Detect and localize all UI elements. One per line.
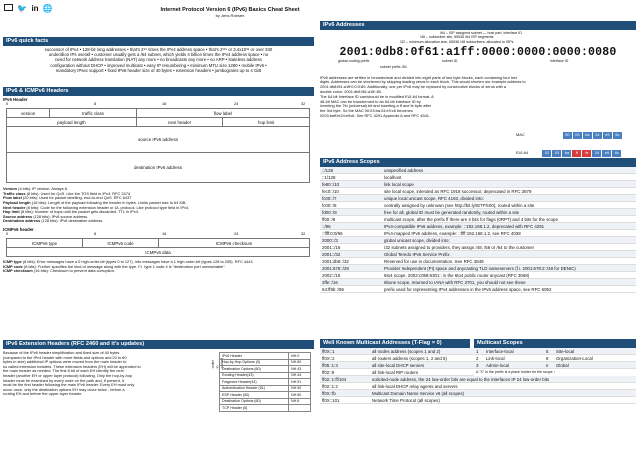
scope-row-cell: fc00::/8 <box>320 202 382 209</box>
field-desc: ICMP checksum (16 bits): Checksum to prevent data corruption. <box>3 268 115 274</box>
multicast-header: Well Known Multicast Addresses (T-Flag = 0) <box>320 339 470 348</box>
scope-row-cell: fc00::/7 <box>320 195 382 202</box>
page-author: by Jens Roesen <box>215 13 245 18</box>
headers-header: IPv6 & ICMPv6 Headers <box>3 87 314 96</box>
field-desc: Source address (128 bits): IPv6 source address. <box>3 213 89 219</box>
scope-row <box>320 181 636 188</box>
field-payload-length: payload length <box>7 118 137 127</box>
field-source-address: source IPv6 address <box>7 127 310 153</box>
eui-byte: fe <box>582 150 591 157</box>
mscope-row-cell: Organization-Local <box>554 355 636 362</box>
mscope-row <box>474 355 636 362</box>
mac-byte: 03 <box>573 132 582 139</box>
scope-row-cell: ff00::/8 <box>320 216 382 223</box>
scope-row-cell: ::ffff:0:0/96 <box>320 230 382 237</box>
scale-tick: 24 <box>234 101 239 107</box>
multicast-row-cell: solicited-node address, the 24 low-order bits are equal to the interfaces IP 24 low-order bits <box>370 376 636 383</box>
ext-header: IPv6 Extension Headers (RFC 2460 and it's updates) <box>3 340 314 349</box>
ext-header-list: IPv6 Header NH 0 Hop-by-Hop Options (0) NH 60 Destination Options (60) NH 43 Routing Header(43) NH 44 Fragment Header(44) NH 51 Authentication Header (51) NH 50 ESP Header (50) NH 60 Destination Options (60) NH 6 TCP Header (6) <box>219 352 311 412</box>
scopes-header: IPv6 Address Scopes <box>320 158 636 167</box>
field-version: version <box>7 109 50 118</box>
field-desc: ICMP type (8 bits): Error messages have a 0 high-order-bit (types 0 to 127), info messages have a 1 high-order-bit (types 128 to 255). RFC 4443 <box>3 259 253 265</box>
mscope-row-cell: 5 <box>544 348 554 355</box>
mac-row: MAC 00 03 ba 24 e9 6c <box>516 123 623 141</box>
icmp-bit-scale: 0 8 16 24 32 <box>6 231 306 237</box>
scope-row-cell: centrally assigned by unknown (see http://bit.ly/IETFfc00), routed within a site <box>382 202 636 209</box>
mac-byte: 00 <box>563 132 572 139</box>
quickfacts-line: mandatory IPsec support • fixed IPv6 header size of 40 bytes • extension headers • jumbograms up to 4 GiB <box>55 67 262 73</box>
field-flow-label: flow label <box>136 109 309 118</box>
scope-row-cell: /32 subnets assigned to providers, they assign /48, /56 or /64 to the customer <box>382 244 636 251</box>
scope-row <box>320 279 636 286</box>
scope-row <box>320 258 636 265</box>
scope-row-cell: IPv4-mapped IPv6 address, example: ::ffff:192.168.1.2, see RFC 4038 <box>382 230 636 237</box>
eui64-row: EUI-64 02 03 ba ff fe 24 e9 6c <box>516 141 622 159</box>
multicast-row-cell: all routers address (scopes 1, 2 and 5) <box>370 355 636 362</box>
linkedin-icon[interactable]: in <box>31 4 39 13</box>
scope-row-cell: prefix used for representing IPv4 addresses in the IPv6 address space, see RFC 6052 <box>382 286 636 293</box>
icmp-header-diagram <box>6 238 310 257</box>
ipv6-header-diagram <box>6 108 310 183</box>
ipv6-field-list <box>3 187 314 224</box>
multicast-row-cell: ff0X::2 <box>320 355 370 362</box>
scope-row-cell: free for all, global ID must be generated randomly, routed within a site <box>382 209 636 216</box>
field-traffic-class: traffic class <box>50 109 137 118</box>
mscope-row-cell: e <box>544 362 554 369</box>
scope-row-cell: site local scope, intended as RFC 1918 successor, deprecated in RFC 3879 <box>382 188 636 195</box>
mac-byte: 6c <box>613 132 622 139</box>
scope-row-cell: fd00::/8 <box>320 209 382 216</box>
scope-row-cell: ::/96 <box>320 223 382 230</box>
ext-entry: IPv6 Header <box>220 353 289 360</box>
scope-row <box>320 195 636 202</box>
scope-row-cell: fec0::/10 <box>320 188 382 195</box>
field-icmp-data: ICMPv6 data <box>7 248 310 257</box>
mscope-row-cell: 1 <box>474 348 484 355</box>
quickfacts-body <box>3 46 314 73</box>
field-desc: Version (4 bits): IP version. Always 6. <box>3 186 69 192</box>
scope-row-cell: link local scope <box>382 181 636 188</box>
scope-row-cell: 2001:678::/29 <box>320 265 382 272</box>
mscope-row-cell: Global <box>554 362 636 369</box>
ext-entry: Hop-by-Hop Options (0) <box>220 359 289 366</box>
headers-section <box>3 87 314 274</box>
field-desc: Flow label (20 bits): Used for packet labelling, end-to-end QoS. RFC 6437 <box>3 195 132 201</box>
scope-row-cell: unique local unicast scope, RFC 4193, divided into: <box>382 195 636 202</box>
scopes-table <box>320 167 636 293</box>
scope-row <box>320 251 636 258</box>
ext-entry: Destination Options (60) <box>220 366 289 373</box>
addresses-paragraph: IPv6 addresses are written in hexadecimal and divided into eight parts of two byte blocks, each containing four hex digits. Addresses can be shortened by skipping leading zeros in each block. This would shorten our example address to 2001:db8:f61:a1ff:0:0:0:80. Additionally, one per IPv6 may be replaced by consecutive blocks of zeros with a double colon: 2001:db8:f61:a1ff::80. <box>320 74 526 94</box>
multicast-row-cell: ff05::1:3 <box>320 362 370 369</box>
multicast-row-cell: all link-local RIP routers <box>370 369 636 376</box>
scope-row-cell: ::/128 <box>320 167 382 174</box>
multicast-row <box>320 390 636 397</box>
scope-row-cell: 2001:db8::/32 <box>320 258 382 265</box>
multicast-row-cell: ff02::9 <box>320 369 370 376</box>
address-labels: global routing prefix subnet ID interface ID <box>338 59 569 64</box>
eui-byte: ba <box>562 150 571 157</box>
mail-icon[interactable] <box>4 4 13 11</box>
eui-byte: 03 <box>552 150 561 157</box>
multicast-row-cell: all nodes address (scopes 1 and 2) <box>370 348 636 355</box>
scale-tick: 0 <box>6 101 9 107</box>
mscopes-section <box>474 339 636 376</box>
scope-row-cell: ::1/128 <box>320 174 382 181</box>
ext-text: Because of the IPv6 header simplification and fixed size of 40 bytes (compared to the IPv4 header with more fields and options and 20 to 60 bytes in size) additional IP options were moved from the main header to so called extension headers. These extension headers (EH) will be appended to the main header as needed. The first 8 bit of each EH identify the next header (another EH or upper layer protocol) following. Only the hop-by-hop header must be examined by every node on the path and, if present, it must be the first header following the main IPv6 header. Every EH must only occur once, only the destination options EH may occur twice - before a routing EH and before the upper layer header. <box>3 350 141 397</box>
eui64-text: The 64-bit Interface ID can/should be in modified EUI-64 format. A 48-bit MAC can be transformed to an 64-bit interface ID by inverting the 7th (universal) bit and inserting a ff and fe byte after the 3rd byte. So the MAC 00:03:ba:24:e9:c6 becomes 0203:baff:fe24:e9c6. See RFC 4291 Appendix A and RFC 4541. <box>320 94 434 118</box>
mscope-row-cell: 3 <box>474 362 484 369</box>
multicast-row-cell: Network Time Protocol (all scopes) <box>370 397 636 404</box>
mscope-row-cell: 2 <box>474 355 484 362</box>
mac-byte: ba <box>583 132 592 139</box>
twitter-icon[interactable]: 🐦 <box>17 4 28 13</box>
multicast-row-cell: ff0X::1 <box>320 348 370 355</box>
multicast-row <box>320 383 636 390</box>
field-desc: Hop limit (8 bits): Number of hops until the packet gets discarded. TTL in IPv4. <box>3 209 140 215</box>
ext-entry: ESP Header (50) <box>220 392 289 399</box>
mscope-row-cell: Site-local <box>554 348 636 355</box>
scope-row-cell: IPv4-compatible IPv6 address, example: ::192.168.1.2, deprecated with RFC 4291 <box>382 223 636 230</box>
prefix-note: /32 – minimum allocation size, 65536 /48 subscribers, allocated to ISPs <box>400 39 514 44</box>
mscope-row-cell: 8 <box>544 355 554 362</box>
field-desc: Payload length (16 bits): Length of the payload following the header in bytes. Limits packet size to 64 KiB. <box>3 199 187 205</box>
scope-row-cell: 2001::/16 <box>320 244 382 251</box>
quickfacts-section <box>3 37 314 73</box>
ext-order-label: order in packet <box>211 358 225 369</box>
scope-row-cell: 2001::/32 <box>320 251 382 258</box>
scope-row <box>320 237 636 244</box>
eui-byte: 02 <box>542 150 551 157</box>
ext-section <box>3 340 314 410</box>
scope-row-cell: 64:ff9b::/96 <box>320 286 382 293</box>
field-icmp-type: ICMPv6 type <box>7 239 83 248</box>
scope-row-cell: global unicast scope, divided into: <box>382 237 636 244</box>
multicast-row-cell: Multicast Domain Name Service v6 (all scopes) <box>370 390 636 397</box>
scope-row-cell: fe80::/10 <box>320 181 382 188</box>
mscopes-note: A "X" in the prefix is a place holder for the scope ↑ <box>476 370 556 374</box>
multicast-row-cell: ff02::1:2 <box>320 383 370 390</box>
scope-row-cell: multicast scope, after the prefix ff there are 4 bits for flags (0RPT) and 4 bits for the scope <box>382 216 636 223</box>
social-icons <box>4 4 64 14</box>
scope-row <box>320 209 636 216</box>
scope-row <box>320 174 636 181</box>
scale-tick: 16 <box>162 101 167 107</box>
scopes-section <box>320 158 636 293</box>
quickfacts-line: need for network address translation (NAT) any more • no broadcasts any more • no ARP • stateless address <box>55 57 262 63</box>
mac-byte: e9 <box>603 132 612 139</box>
scale-tick: 32 <box>301 101 306 107</box>
scope-row <box>320 230 636 237</box>
page-title: Internet Protocol Version 6 (IPv6) Basics Cheat Sheet <box>160 7 300 13</box>
mscopes-table <box>474 348 636 369</box>
ext-entry: Destination Options (60) <box>220 398 289 405</box>
field-desc: Next header (8 bits): Code for the following extension header or UL protocol. Like protocol type field in IPv4. <box>3 204 190 210</box>
field-icmp-checksum: ICMPv6 checksum <box>159 239 310 248</box>
quickfacts-line: undecillion IPs overall • customer usually gets a /64 subnet, which yields 4 billion times the IPv4 address space • no <box>48 52 269 58</box>
eui-byte: ff <box>572 150 581 157</box>
prefix-note: /48 – subscriber site, 65536 /64 ISP segments <box>420 35 494 40</box>
scope-row-cell: 2000::/3 <box>320 237 382 244</box>
multicast-row <box>320 376 636 383</box>
scope-row <box>320 272 636 279</box>
mscope-row-cell: Admin-local <box>484 362 544 369</box>
addresses-section <box>320 21 636 155</box>
scope-row <box>320 265 636 272</box>
mscope-row-cell: Link-local <box>484 355 544 362</box>
eui-byte: 24 <box>592 150 601 157</box>
scope-row <box>320 286 636 293</box>
ipv6-header-label: IPv6 Header <box>3 97 28 102</box>
field-desc: Traffic class (8 bits): Used for QoS. Like the TOS field in IPv4. RFC 2474 <box>3 190 131 196</box>
prefix-note: /64 – ISP assigned subnet — host part, interface ID <box>440 31 522 35</box>
quickfacts-line: configuration without DHCP • improved multicast • easy IP renumbering • minimum MTU size 1280 • mobile IPv6 • <box>50 62 267 68</box>
scope-row-cell: localhost <box>382 174 636 181</box>
quickfacts-line: successor of IPv4 • 128-bit long addresses • that's 2⁹⁶ times the IPv4 address space • that's 2¹²⁸ or 3.4x10³⁸ or over 340 <box>44 47 273 52</box>
scope-row-cell: 6to4 scope, 2002:c058:6301:: is the 6to4 public router anycast (RFC 3068) <box>382 272 636 279</box>
multicast-row-cell: ff0X::101 <box>320 397 370 404</box>
ext-entry: TCP Header (6) <box>220 405 289 412</box>
scale-tick: 8 <box>94 101 97 107</box>
scope-row-cell: 6bone scope, returned to IANA with RFC 3701, you should not see these <box>382 279 636 286</box>
scope-row-cell: Provider Independent (PI) space and anycasting TLD nameservers (f.i. 2001:678:2::/48 for DENIC) <box>382 265 636 272</box>
multicast-row-cell: all link-local DHCP relay agents and servers <box>370 383 636 390</box>
subnet-prefix-label: subnet prefix /64 <box>380 65 407 70</box>
bit-scale <box>3 102 314 108</box>
icmp-field-list <box>3 260 314 274</box>
mscope-row-cell: Interface-local <box>484 348 544 355</box>
field-destination-address: destination IPv6 address <box>7 153 310 183</box>
scope-row <box>320 244 636 251</box>
scope-row <box>320 188 636 195</box>
multicast-row-cell: ff0X::fb <box>320 390 370 397</box>
multicast-row-cell: all site-local DHCP servers <box>370 362 636 369</box>
scope-row <box>320 202 636 209</box>
prefix-notes <box>320 31 636 44</box>
title-block <box>150 7 310 18</box>
scope-row-cell: 2002::/16 <box>320 272 382 279</box>
scope-row <box>320 216 636 223</box>
ext-entry: Authentication Header (51) <box>220 385 289 392</box>
field-desc: ICMP code (8 bits): Further specifies the kind of message along with the type. F.i. type 1 code 4 is "destination port unreachable". <box>3 263 226 269</box>
scope-row-cell: Global Teredo IPv6 Service Prefix <box>382 251 636 258</box>
quickfacts-header: IPv6 quick facts <box>3 37 314 46</box>
mscopes-header: Multicast Scopes <box>474 339 636 348</box>
scope-row-cell: 3ffe::/16 <box>320 279 382 286</box>
example-address: 2001:0db8:0f61:a1ff:0000:0000:0000:0080 <box>339 46 617 60</box>
field-icmp-code: ICMPv6 code <box>83 239 159 248</box>
field-next-header: next header <box>136 118 223 127</box>
icmp-header-label: ICMPv6 header <box>3 226 34 232</box>
addresses-header: IPv6 Addresses <box>320 21 636 30</box>
scope-row <box>320 223 636 230</box>
field-desc: Destination address (128 bits): IPv6 destination address. <box>3 218 104 224</box>
ext-entry: Fragment Header(44) <box>220 379 289 386</box>
ext-entry: Routing Header(43) <box>220 372 289 379</box>
eui-byte: 6c <box>612 150 621 157</box>
scope-row-cell: Reserved for use in documentation. See RFC 3849 <box>382 258 636 265</box>
mac-byte: 24 <box>593 132 602 139</box>
multicast-row <box>320 397 636 404</box>
mscope-row <box>474 362 636 369</box>
field-hop-limit: hop limit <box>223 118 310 127</box>
globe-icon[interactable]: 🌐 <box>42 4 53 13</box>
multicast-row-cell: ff02::1:ff/104 <box>320 376 370 383</box>
scope-row-cell: unspecified address <box>382 167 636 174</box>
eui-byte: e9 <box>602 150 611 157</box>
